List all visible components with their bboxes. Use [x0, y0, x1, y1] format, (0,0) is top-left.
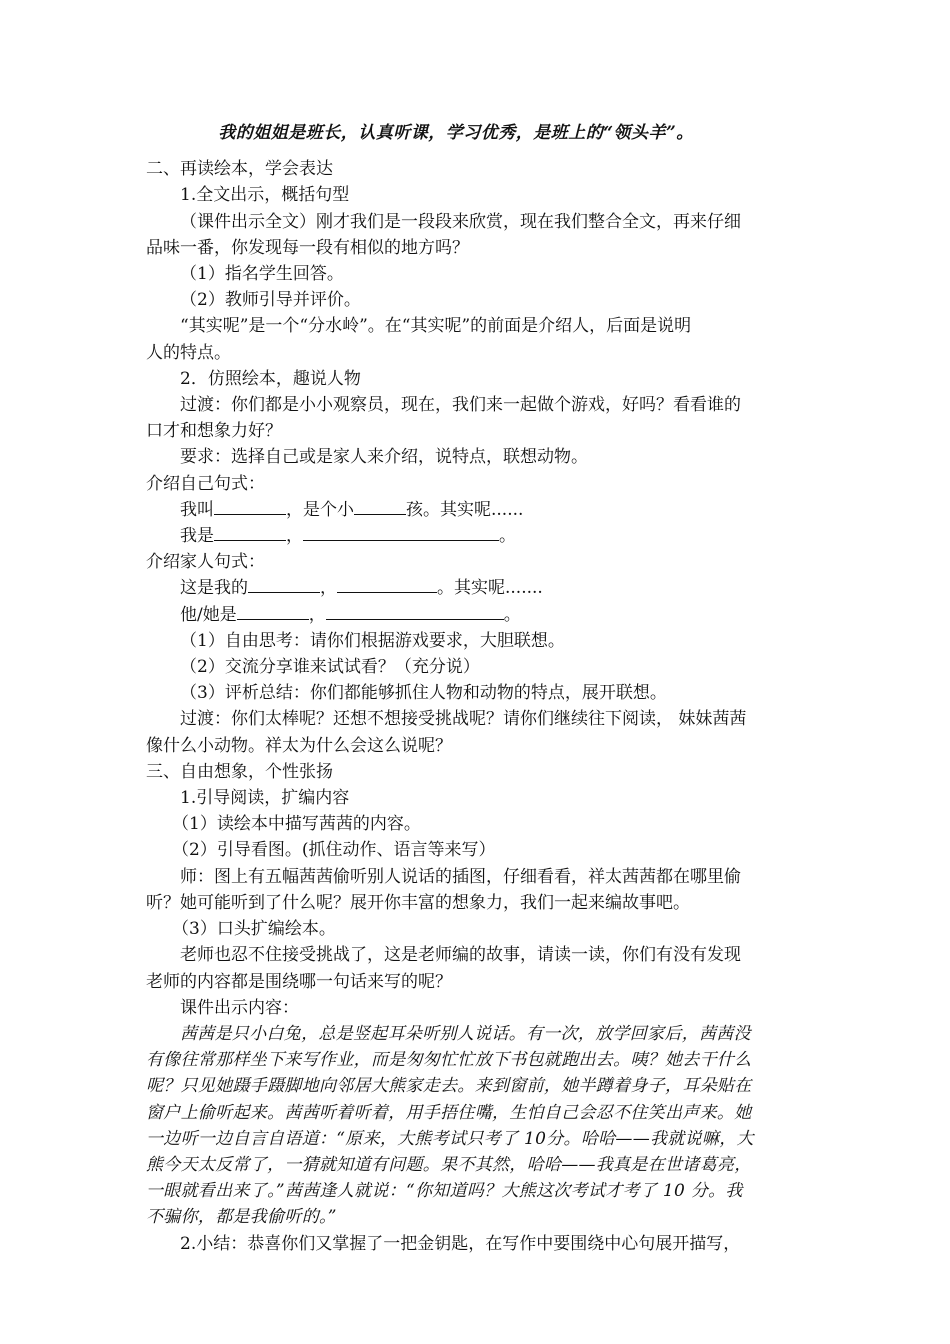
paragraph: （课件出示全文）刚才我们是一段段来欣赏，现在我们整合全文，再来仔细	[180, 211, 741, 232]
story-line: 窗户上偷听起来。茜茜听着听着，用手捂住嘴，生怕自己会忍不住笑出声来。她	[146, 1102, 752, 1123]
story-line: 一边听一边自言自语道：“原来，大熊考试只考了 10分。哈哈——我就说嘛，大	[146, 1128, 754, 1149]
paragraph: 要求：选择自己或是家人来介绍，说特点，联想动物。	[180, 447, 588, 468]
list-item: （3）口头扩编绘本。	[172, 919, 336, 940]
fill-blank	[337, 576, 437, 593]
fill-blank	[326, 603, 504, 620]
subheading: 1.全文出示，概括句型	[180, 185, 350, 206]
paragraph: 师：图上有五幅茜茜偷听别人说话的插图，仔细看看，祥太茜茜都在哪里偷	[180, 866, 741, 887]
story-line: 茜茜是只小白兔，总是竖起耳朵听别人说话。有一次，放学回家后，茜茜没	[180, 1023, 751, 1044]
paragraph: “其实呢”是一个“分水岭”。在“其实呢”的前面是介绍人，后面是说明	[180, 316, 692, 337]
list-item: （2）引导看图。(抓住动作、语言等来写）	[172, 840, 496, 861]
paragraph: 过渡：你们都是小小观察员，现在，我们来一起做个游戏，好吗？看看谁的	[180, 395, 741, 416]
pattern-text: 。	[503, 604, 521, 625]
paragraph: 听？她可能听到了什么呢？展开你丰富的想象力，我们一起来编故事吧。	[146, 892, 690, 913]
document-page	[146, 120, 806, 1257]
fill-blank	[237, 603, 309, 620]
list-item: （1）自由思考：请你们根据游戏要求，大胆联想。	[180, 630, 565, 651]
section-heading-3: 三、自由想象，个性张扬	[146, 761, 333, 782]
sentence-pattern	[146, 602, 806, 628]
story-line: 呢？只见她蹑手蹑脚地向邻居大熊家走去。来到窗前，她半蹲着身子，耳朵贴在	[146, 1076, 752, 1097]
pattern-text: 这是我的	[180, 578, 248, 599]
paragraph: 课件出示内容：	[180, 997, 299, 1018]
list-item: （1）指名学生回答。	[180, 264, 344, 285]
fill-blank	[354, 498, 406, 515]
paragraph: 像什么小动物。祥太为什么会这么说呢？	[146, 735, 452, 756]
pattern-text: 孩。其实呢......	[406, 499, 524, 520]
pattern-text: 。其实呢.......	[437, 578, 543, 599]
pattern-text: ，	[308, 604, 326, 625]
pattern-text: ，	[320, 578, 337, 599]
fill-blank	[214, 524, 286, 541]
pattern-text: 他/她是	[180, 604, 237, 625]
story-line: 不骗你，都是我偷听的。”	[146, 1207, 337, 1228]
list-item: （3）评析总结：你们都能够抓住人物和动物的特点，展开联想。	[180, 683, 667, 704]
story-line: 有像往常那样坐下来写作业，而是匆匆忙忙放下书包就跑出去。咦？她去干什么	[146, 1050, 752, 1071]
paragraph: 老师也忍不住接受挑战了，这是老师编的故事，请读一读，你们有没有发现	[180, 945, 741, 966]
pattern-heading-family: 介绍家人句式：	[146, 552, 265, 573]
fill-blank	[303, 524, 499, 541]
paragraph: 品味一番，你发现每一段有相似的地方吗？	[146, 237, 469, 258]
paragraph: 老师的内容都是围绕哪一句话来写的呢？	[146, 971, 452, 992]
pattern-text: 。	[499, 526, 516, 547]
pattern-text: 我是	[180, 526, 214, 547]
sentence-pattern	[146, 497, 806, 523]
pattern-heading-self: 介绍自己句式：	[146, 473, 265, 494]
pattern-text: ，	[286, 526, 303, 547]
paragraph: 人的特点。	[146, 342, 231, 363]
pattern-text: 我叫	[180, 499, 214, 520]
paragraph: 2.小结：恭喜你们又掌握了一把金钥匙，在写作中要围绕中心句展开描写，	[180, 1233, 741, 1254]
fill-blank	[248, 576, 320, 593]
story-line: 熊今天太反常了，一猜就知道有问题。果不其然，哈哈——我真是在世诸葛亮，	[146, 1154, 752, 1175]
sentence-pattern	[146, 575, 806, 601]
sentence-pattern	[146, 523, 806, 549]
fill-blank	[214, 498, 286, 515]
section-heading-2: 二、再读绘本，学会表达	[146, 159, 333, 180]
list-item: （1）读绘本中描写茜茜的内容。	[172, 814, 421, 835]
paragraph: 口才和想象力好？	[146, 421, 282, 442]
subheading: 2．仿照绘本，趣说人物	[180, 368, 361, 389]
list-item: （2）教师引导并评价。	[180, 290, 361, 311]
pattern-text: ，是个小	[286, 499, 354, 520]
story-line: 一眼就看出来了。”茜茜逢人就说：“你知道吗？大熊这次考试才考了 10 分。我	[146, 1181, 743, 1202]
paragraph: 过渡：你们太棒呢？还想不想接受挑战呢？请你们继续往下阅读， 妹妹茜茜	[180, 709, 747, 730]
list-item: （2）交流分享谁来试试看？（充分说）	[180, 657, 480, 678]
document-title: 我的姐姐是班长，认真听课，学习优秀，是班上的“领头羊”。	[218, 123, 694, 143]
subheading: 1.引导阅读，扩编内容	[180, 788, 350, 809]
